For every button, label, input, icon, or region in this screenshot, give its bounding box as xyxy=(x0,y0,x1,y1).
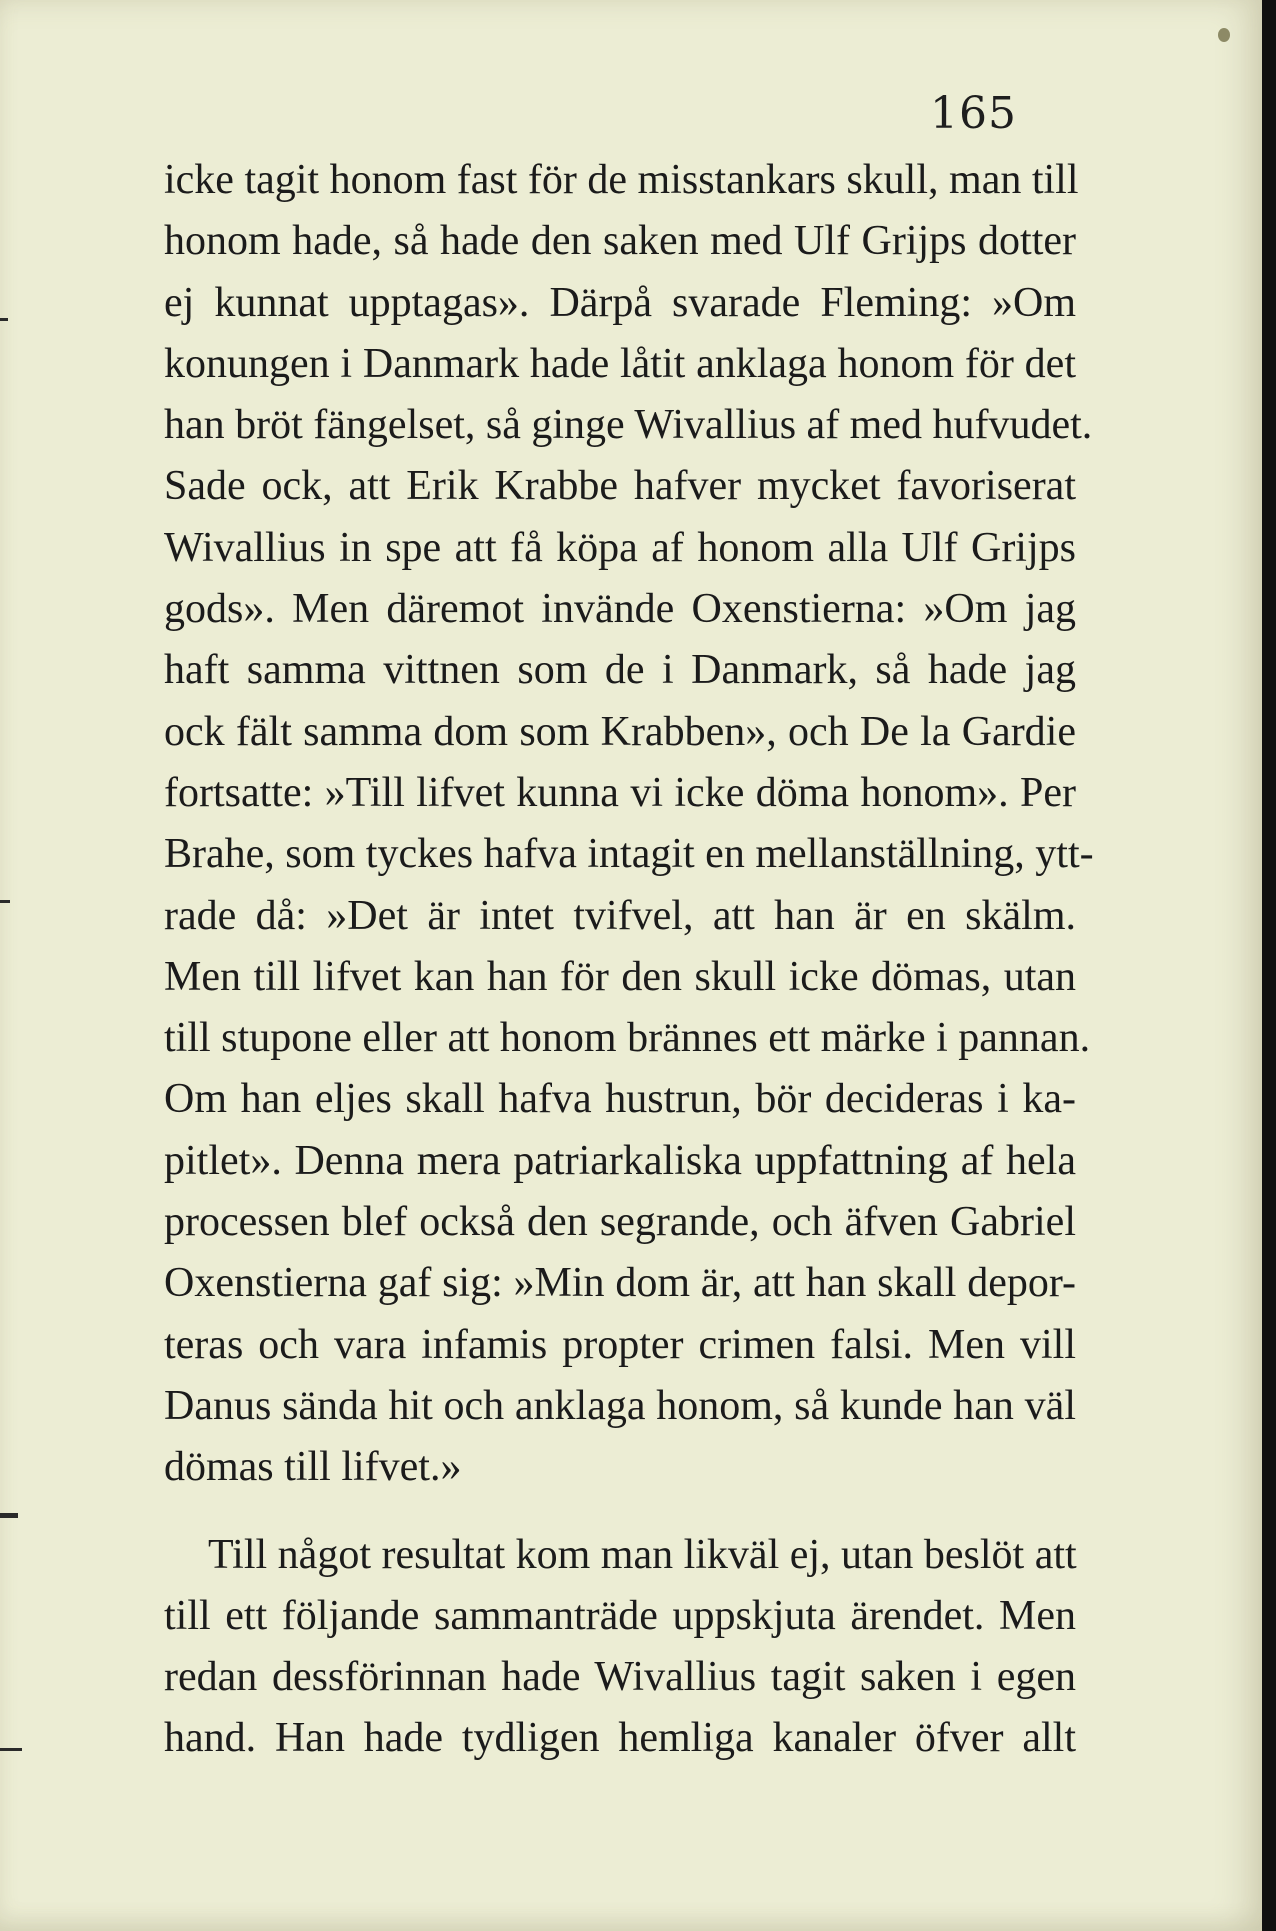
margin-mark xyxy=(0,1748,22,1751)
text-line: processen blef också den segrande, och äfven Gabriel xyxy=(164,1199,1076,1246)
paragraph-2 xyxy=(164,1525,1076,1770)
text-line: haft samma vittnen som de i Danmark, så hade jag xyxy=(164,647,1076,694)
text-line: Oxenstierna gaf sig: »Min dom är, att han skall depor- xyxy=(164,1260,1076,1307)
text-line: ock fält samma dom som Krabben», och De la Gardie xyxy=(164,708,1076,755)
text-line: hand. Han hade tydligen hemliga kanaler öfver allt xyxy=(164,1715,1076,1762)
text-line: dömas till lifvet.» xyxy=(164,1444,462,1491)
text-line: fortsatte: »Till lifvet kunna vi icke döma honom». Per xyxy=(164,769,1076,816)
text-line: till stupone eller att honom brännes ett märke i pannan. xyxy=(164,1015,1091,1062)
margin-mark xyxy=(0,318,8,321)
margin-mark xyxy=(0,1513,18,1518)
paragraph-gap xyxy=(164,1499,1076,1525)
body-text xyxy=(164,150,1094,1770)
text-line: redan dessförinnan hade Wivallius tagit saken i egen xyxy=(164,1654,1076,1701)
text-line: honom hade, så hade den saken med Ulf Grijps dotter xyxy=(164,218,1076,265)
text-line: icke tagit honom fast för de misstankars skull, man till xyxy=(164,157,1079,203)
page-edge-shadow xyxy=(1262,0,1276,1931)
text-line: teras och vara infamis propter crimen falsi. Men vill xyxy=(164,1321,1076,1368)
text-line: gods». Men däremot invände Oxenstierna: »Om jag xyxy=(164,586,1076,633)
text-line: Om han eljes skall hafva hustrun, bör decideras i ka- xyxy=(164,1076,1076,1123)
margin-mark xyxy=(0,900,10,903)
paragraph-1 xyxy=(164,150,1094,1499)
paper-speck xyxy=(1218,28,1230,42)
page-number: 165 xyxy=(930,88,1017,139)
text-line: Sade ock, att Erik Krabbe hafver mycket favoriserat xyxy=(164,463,1076,510)
text-line: konungen i Danmark hade låtit anklaga honom för det xyxy=(164,340,1076,387)
text-line: pitlet». Denna mera patriarkaliska uppfattning af hela xyxy=(164,1137,1076,1184)
text-line: han bröt fängelset, så ginge Wivallius af med hufvudet. xyxy=(164,402,1093,449)
text-line: Danus sända hit och anklaga honom, så kunde han väl xyxy=(164,1382,1076,1429)
text-line: ej kunnat upptagas». Därpå svarade Fleming: »Om xyxy=(164,279,1076,326)
text-line: Wivallius in spe att få köpa af honom alla Ulf Grijps xyxy=(164,524,1076,571)
text-line: till ett följande sammanträde uppskjuta ärendet. Men xyxy=(164,1592,1076,1639)
text-line: rade då: »Det är intet tvifvel, att han är en skälm. xyxy=(164,892,1076,939)
text-line: Till något resultat kom man likväl ej, utan beslöt att xyxy=(208,1531,1077,1578)
text-line: Men till lifvet kan han för den skull icke dömas, utan xyxy=(164,953,1076,1000)
text-line: Brahe, som tyckes hafva intagit en mellanställning, ytt- xyxy=(164,831,1094,878)
